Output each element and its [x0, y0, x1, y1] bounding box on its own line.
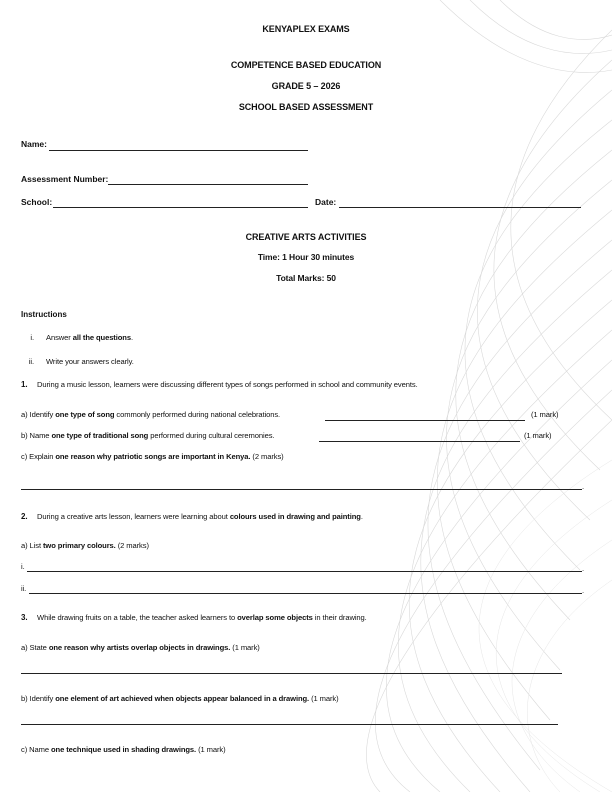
assessment-number-field[interactable]: [108, 184, 308, 185]
marks-1a: (1 mark): [531, 410, 559, 419]
answer-line-2a-ii[interactable]: [29, 593, 582, 594]
school-field[interactable]: [53, 207, 308, 208]
program-title: COMPETENCE BASED EDUCATION: [230, 60, 382, 70]
instruction-item-1: i. Answer all the questions.: [14, 333, 133, 342]
answer-line-3a[interactable]: [21, 673, 562, 674]
question-3c: c) Name one technique used in shading drawings. (1 mark): [21, 745, 226, 754]
question-3-stem: 3. While drawing fruits on a table, the teacher asked learners to overlap some objects in their drawing.: [21, 613, 367, 622]
question-3b: b) Identify one element of art achieved when objects appear balanced in a drawing. (1 mark): [21, 694, 339, 703]
grade-title: GRADE 5 – 2026: [271, 81, 341, 91]
assessment-title: SCHOOL BASED ASSESSMENT: [238, 102, 374, 112]
question-3a: a) State one reason why artists overlap objects in drawings. (1 mark): [21, 643, 260, 652]
question-number: 2.: [21, 512, 28, 521]
marks-1b: (1 mark): [524, 431, 552, 440]
question-1c: c) Explain one reason why patriotic songs are important in Kenya. (2 marks): [21, 452, 284, 461]
instruction-item-2: ii. Write your answers clearly.: [14, 357, 134, 366]
line-end-dot: .: [582, 586, 585, 595]
question-1b: b) Name one type of traditional song performed during cultural ceremonies.: [21, 431, 275, 440]
instruction-number: i.: [30, 333, 34, 342]
line-end-dot: .: [582, 482, 585, 491]
answer-line-2a-i[interactable]: [27, 571, 582, 572]
answer-label-i: i.: [21, 562, 25, 571]
date-label: Date:: [315, 197, 337, 207]
subject-title: CREATIVE ARTS ACTIVITIES: [245, 232, 367, 242]
exam-time: Time: 1 Hour 30 minutes: [257, 252, 355, 262]
answer-line-1c[interactable]: [21, 489, 582, 490]
question-number: 3.: [21, 613, 28, 622]
assessment-number-label: Assessment Number:: [21, 174, 109, 184]
answer-line-1b[interactable]: [319, 441, 520, 442]
date-field[interactable]: [339, 207, 581, 208]
instructions-heading: Instructions: [21, 310, 67, 319]
question-1-stem: 1. During a music lesson, learners were discussing different types of songs performed in school and community events.: [21, 380, 418, 389]
question-2a: a) List two primary colours. (2 marks): [21, 541, 149, 550]
line-end-dot: .: [582, 564, 585, 573]
instruction-number: ii.: [28, 357, 34, 366]
school-name: KENYAPLEX EXAMS: [262, 24, 350, 34]
school-label: School:: [21, 197, 53, 207]
answer-label-ii: ii.: [21, 584, 27, 593]
question-number: 1.: [21, 380, 28, 389]
total-marks: Total Marks: 50: [276, 273, 336, 283]
answer-line-1a[interactable]: [325, 420, 525, 421]
answer-line-3b[interactable]: [21, 724, 558, 725]
question-2-stem: 2. During a creative arts lesson, learners were learning about colours used in drawing and painting.: [21, 512, 363, 521]
name-field[interactable]: [49, 150, 308, 151]
question-1a: a) Identify one type of song commonly performed during national celebrations.: [21, 410, 281, 419]
name-label: Name:: [21, 139, 47, 149]
